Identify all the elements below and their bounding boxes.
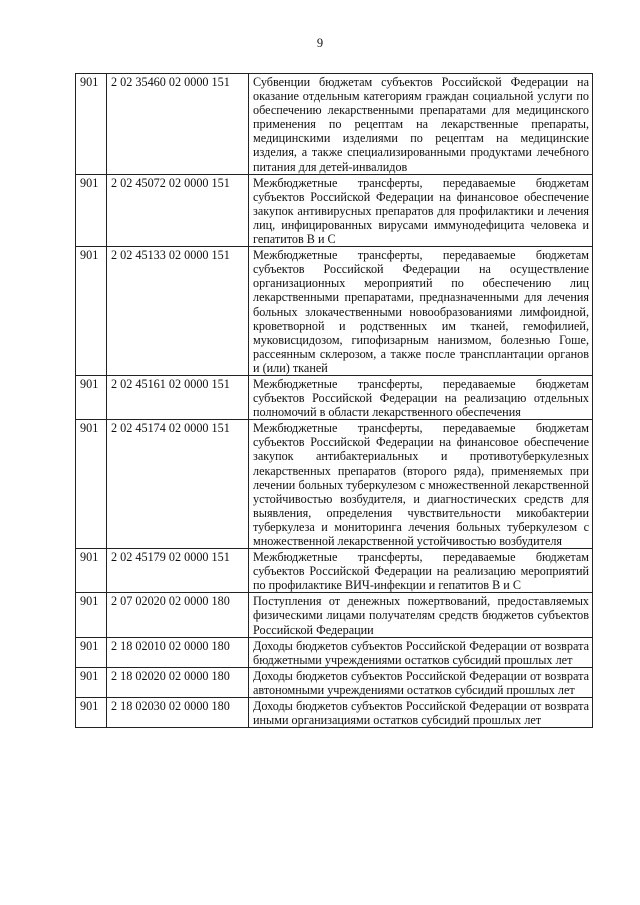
income-name-cell: Субвенции бюджетам субъектов Российской Федерации на оказание отдельным категориям граждан социальной услуги по обеспечению лекарственными препаратами для медицинского применения по рецептам на лекарственные препараты, медицинскими изделиями по рецептам на медицинские изделия, а также специализированными продуктами лечебного питания для детей-инвалидов [249,74,593,175]
table-row [76,667,593,697]
table-row [76,420,593,549]
budget-code-cell: 2 02 35460 02 0000 151 [107,74,249,175]
income-name-cell: Поступления от денежных пожертвований, предоставляемых физическими лицами получателям средств бюджетов субъектов Российской Федерации [249,593,593,637]
budget-code-cell: 2 18 02010 02 0000 180 [107,637,249,667]
admin-code-cell: 901 [76,667,107,697]
income-name-cell: Межбюджетные трансферты, передаваемые бюджетам субъектов Российской Федерации на финансовое обеспечение закупок антибактериальных и противотуберкулезных лекарственных препаратов (второго ряда), применяемых при лечении больных туберкулезом с множественной лекарственной устойчивостью возбудителя, и диагностических средств для выявления, определения чувствительности микобактерии туберкулеза и мониторинга лечения больных туберкулезом с множественной лекарственной устойчивостью возбудителя [249,420,593,549]
admin-code-cell: 901 [76,698,107,728]
table-row [76,549,593,593]
budget-code-cell: 2 18 02020 02 0000 180 [107,667,249,697]
table-row [76,698,593,728]
budget-code-cell: 2 02 45133 02 0000 151 [107,247,249,376]
page-number: 9 [316,36,324,50]
income-name-cell: Межбюджетные трансферты, передаваемые бюджетам субъектов Российской Федерации на осуществление организационных мероприятий по обеспечению лиц лекарственными препаратами, предназначенными для лечения больных злокачественными новообразованиями лимфоидной, кроветворной и родственных им тканей, гемофилией, муковисцидозом, гипофизарным нанизмом, болезнью Гоше, рассеянным склерозом, а также после трансплантации органов и (или) тканей [249,247,593,376]
admin-code-cell: 901 [76,637,107,667]
table-row [76,247,593,376]
table-row [76,637,593,667]
table-row [76,375,593,419]
admin-code-cell: 901 [76,247,107,376]
income-name-cell: Межбюджетные трансферты, передаваемые бюджетам субъектов Российской Федерации на финансовое обеспечение закупок антивирусных препаратов для профилактики и лечения лиц, инфицированных вирусами иммунодефицита человека и гепатитов В и С [249,174,593,246]
budget-code-cell: 2 02 45072 02 0000 151 [107,174,249,246]
budget-code-cell: 2 02 45161 02 0000 151 [107,375,249,419]
table-row [76,174,593,246]
admin-code-cell: 901 [76,174,107,246]
table-row [76,593,593,637]
table-row [76,74,593,175]
budget-code-cell: 2 07 02020 02 0000 180 [107,593,249,637]
budget-code-cell: 2 18 02030 02 0000 180 [107,698,249,728]
income-name-cell: Доходы бюджетов субъектов Российской Федерации от возврата автономными учреждениями остатков субсидий прошлых лет [249,667,593,697]
budget-code-table [75,73,593,728]
income-name-cell: Межбюджетные трансферты, передаваемые бюджетам субъектов Российской Федерации на реализацию отдельных полномочий в области лекарственного обеспечения [249,375,593,419]
income-name-cell: Доходы бюджетов субъектов Российской Федерации от возврата иными организациями остатков субсидий прошлых лет [249,698,593,728]
income-name-cell: Межбюджетные трансферты, передаваемые бюджетам субъектов Российской Федерации на реализацию мероприятий по профилактике ВИЧ-инфекции и гепатитов В и С [249,549,593,593]
admin-code-cell: 901 [76,420,107,549]
budget-code-cell: 2 02 45174 02 0000 151 [107,420,249,549]
admin-code-cell: 901 [76,593,107,637]
admin-code-cell: 901 [76,74,107,175]
budget-code-cell: 2 02 45179 02 0000 151 [107,549,249,593]
admin-code-cell: 901 [76,375,107,419]
admin-code-cell: 901 [76,549,107,593]
income-name-cell: Доходы бюджетов субъектов Российской Федерации от возврата бюджетными учреждениями остатков субсидий прошлых лет [249,637,593,667]
